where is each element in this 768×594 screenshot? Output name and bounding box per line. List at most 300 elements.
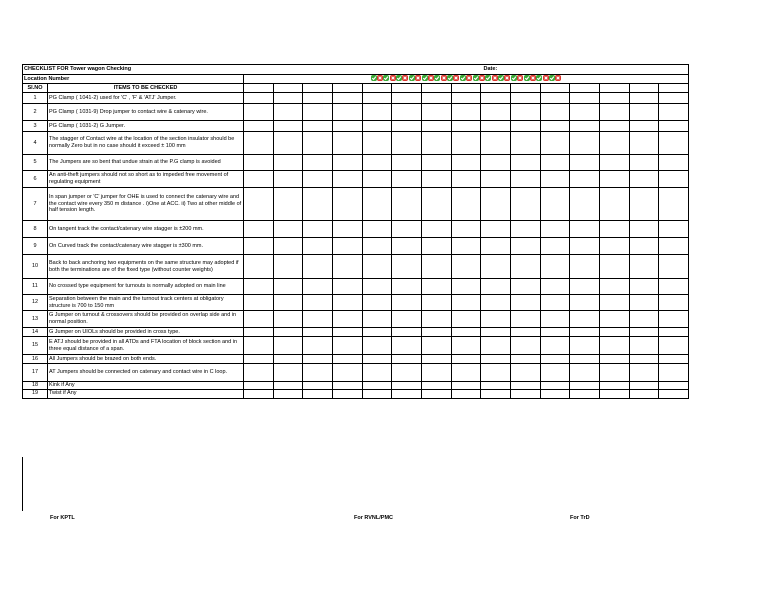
check-cell[interactable] — [273, 104, 303, 121]
check-cell[interactable] — [481, 295, 511, 311]
check-cell[interactable] — [540, 93, 570, 104]
check-cell[interactable] — [451, 337, 481, 355]
check-cell[interactable] — [540, 382, 570, 390]
check-cell[interactable] — [659, 171, 689, 188]
check-cell[interactable] — [451, 328, 481, 337]
check-cell[interactable] — [303, 155, 333, 171]
check-cell[interactable] — [273, 295, 303, 311]
check-cell[interactable] — [273, 188, 303, 221]
check-cell[interactable] — [481, 155, 511, 171]
check-cell[interactable] — [540, 364, 570, 382]
check-cell[interactable] — [629, 132, 659, 155]
check-cell[interactable] — [659, 255, 689, 279]
check-cell[interactable] — [303, 238, 333, 255]
check-cell[interactable] — [659, 364, 689, 382]
check-cell[interactable] — [481, 355, 511, 364]
check-cell[interactable] — [599, 311, 629, 328]
check-cell[interactable] — [244, 389, 274, 398]
check-cell[interactable] — [421, 121, 451, 132]
check-cell[interactable] — [481, 238, 511, 255]
check-cell[interactable] — [244, 364, 274, 382]
check-cell[interactable] — [570, 255, 600, 279]
check-cell[interactable] — [481, 279, 511, 295]
check-cell[interactable] — [362, 171, 392, 188]
check-cell[interactable] — [570, 84, 600, 93]
check-cell[interactable] — [510, 279, 540, 295]
check-cell[interactable] — [303, 279, 333, 295]
check-cell[interactable] — [362, 295, 392, 311]
check-cell[interactable] — [599, 132, 629, 155]
check-cell[interactable] — [362, 328, 392, 337]
check-cell[interactable] — [273, 93, 303, 104]
check-cell[interactable] — [421, 382, 451, 390]
check-cell[interactable] — [599, 337, 629, 355]
check-cell[interactable] — [332, 121, 362, 132]
check-cell[interactable] — [332, 171, 362, 188]
check-cell[interactable] — [244, 382, 274, 390]
check-cell[interactable] — [510, 188, 540, 221]
check-cell[interactable] — [421, 104, 451, 121]
check-cell[interactable] — [332, 295, 362, 311]
check-cell[interactable] — [244, 337, 274, 355]
check-cell[interactable] — [570, 188, 600, 221]
check-cell[interactable] — [362, 155, 392, 171]
check-cell[interactable] — [362, 255, 392, 279]
check-cell[interactable] — [510, 155, 540, 171]
check-cell[interactable] — [629, 104, 659, 121]
check-cell[interactable] — [481, 171, 511, 188]
check-cell[interactable] — [510, 389, 540, 398]
check-cell[interactable] — [629, 389, 659, 398]
check-cell[interactable] — [392, 364, 422, 382]
check-cell[interactable] — [570, 93, 600, 104]
check-cell[interactable] — [303, 364, 333, 382]
check-cell[interactable] — [659, 221, 689, 238]
check-cell[interactable] — [451, 279, 481, 295]
check-cell[interactable] — [540, 279, 570, 295]
check-cell[interactable] — [599, 155, 629, 171]
check-cell[interactable] — [510, 311, 540, 328]
check-cell[interactable] — [629, 188, 659, 221]
check-cell[interactable] — [629, 221, 659, 238]
check-cell[interactable] — [540, 155, 570, 171]
check-cell[interactable] — [540, 84, 570, 93]
check-cell[interactable] — [273, 279, 303, 295]
check-cell[interactable] — [599, 84, 629, 93]
check-cell[interactable] — [303, 328, 333, 337]
check-cell[interactable] — [629, 255, 659, 279]
check-cell[interactable] — [362, 84, 392, 93]
check-cell[interactable] — [392, 221, 422, 238]
check-cell[interactable] — [659, 84, 689, 93]
check-cell[interactable] — [273, 382, 303, 390]
check-cell[interactable] — [421, 84, 451, 93]
check-cell[interactable] — [570, 311, 600, 328]
check-cell[interactable] — [392, 238, 422, 255]
check-cell[interactable] — [392, 93, 422, 104]
check-cell[interactable] — [332, 221, 362, 238]
check-cell[interactable] — [392, 132, 422, 155]
check-cell[interactable] — [510, 121, 540, 132]
check-cell[interactable] — [392, 255, 422, 279]
check-cell[interactable] — [629, 328, 659, 337]
check-cell[interactable] — [244, 238, 274, 255]
check-cell[interactable] — [421, 155, 451, 171]
check-cell[interactable] — [362, 121, 392, 132]
check-cell[interactable] — [332, 188, 362, 221]
check-cell[interactable] — [273, 355, 303, 364]
check-cell[interactable] — [421, 93, 451, 104]
check-cell[interactable] — [421, 355, 451, 364]
check-cell[interactable] — [362, 311, 392, 328]
check-cell[interactable] — [303, 389, 333, 398]
check-cell[interactable] — [362, 382, 392, 390]
check-cell[interactable] — [510, 328, 540, 337]
check-cell[interactable] — [540, 132, 570, 155]
check-cell[interactable] — [392, 121, 422, 132]
check-cell[interactable] — [392, 311, 422, 328]
check-cell[interactable] — [629, 238, 659, 255]
check-cell[interactable] — [510, 364, 540, 382]
check-cell[interactable] — [540, 188, 570, 221]
check-cell[interactable] — [273, 389, 303, 398]
check-cell[interactable] — [421, 238, 451, 255]
check-cell[interactable] — [629, 382, 659, 390]
check-cell[interactable] — [451, 104, 481, 121]
check-cell[interactable] — [244, 255, 274, 279]
check-cell[interactable] — [273, 337, 303, 355]
check-cell[interactable] — [303, 255, 333, 279]
check-cell[interactable] — [421, 279, 451, 295]
check-cell[interactable] — [481, 389, 511, 398]
check-cell[interactable] — [362, 132, 392, 155]
check-cell[interactable] — [659, 337, 689, 355]
check-cell[interactable] — [540, 238, 570, 255]
check-cell[interactable] — [303, 355, 333, 364]
check-cell[interactable] — [273, 238, 303, 255]
check-cell[interactable] — [659, 155, 689, 171]
check-cell[interactable] — [599, 238, 629, 255]
check-cell[interactable] — [570, 295, 600, 311]
check-cell[interactable] — [421, 389, 451, 398]
check-cell[interactable] — [362, 221, 392, 238]
check-cell[interactable] — [362, 93, 392, 104]
check-cell[interactable] — [629, 364, 659, 382]
check-cell[interactable] — [510, 104, 540, 121]
check-cell[interactable] — [659, 389, 689, 398]
check-cell[interactable] — [451, 132, 481, 155]
check-cell[interactable] — [659, 104, 689, 121]
check-cell[interactable] — [451, 311, 481, 328]
check-cell[interactable] — [362, 364, 392, 382]
check-cell[interactable] — [659, 355, 689, 364]
check-cell[interactable] — [570, 279, 600, 295]
check-cell[interactable] — [481, 337, 511, 355]
check-cell[interactable] — [599, 364, 629, 382]
check-cell[interactable] — [244, 328, 274, 337]
check-cell[interactable] — [244, 188, 274, 221]
check-cell[interactable] — [303, 84, 333, 93]
check-cell[interactable] — [570, 328, 600, 337]
check-cell[interactable] — [303, 121, 333, 132]
check-cell[interactable] — [629, 121, 659, 132]
check-cell[interactable] — [629, 171, 659, 188]
check-cell[interactable] — [332, 328, 362, 337]
check-cell[interactable] — [451, 382, 481, 390]
check-cell[interactable] — [510, 132, 540, 155]
check-cell[interactable] — [629, 93, 659, 104]
check-cell[interactable] — [481, 188, 511, 221]
check-cell[interactable] — [570, 221, 600, 238]
check-cell[interactable] — [451, 221, 481, 238]
check-cell[interactable] — [659, 93, 689, 104]
check-cell[interactable] — [332, 355, 362, 364]
check-cell[interactable] — [599, 104, 629, 121]
check-cell[interactable] — [332, 255, 362, 279]
check-cell[interactable] — [570, 382, 600, 390]
check-cell[interactable] — [273, 84, 303, 93]
check-cell[interactable] — [629, 355, 659, 364]
check-cell[interactable] — [244, 295, 274, 311]
check-cell[interactable] — [332, 382, 362, 390]
check-cell[interactable] — [570, 389, 600, 398]
check-cell[interactable] — [273, 311, 303, 328]
check-cell[interactable] — [392, 279, 422, 295]
check-cell[interactable] — [392, 389, 422, 398]
check-cell[interactable] — [629, 311, 659, 328]
check-cell[interactable] — [510, 84, 540, 93]
check-cell[interactable] — [481, 328, 511, 337]
check-cell[interactable] — [362, 188, 392, 221]
check-cell[interactable] — [362, 355, 392, 364]
check-cell[interactable] — [273, 132, 303, 155]
check-cell[interactable] — [421, 337, 451, 355]
check-cell[interactable] — [392, 295, 422, 311]
check-cell[interactable] — [273, 364, 303, 382]
check-cell[interactable] — [421, 188, 451, 221]
check-cell[interactable] — [332, 104, 362, 121]
check-cell[interactable] — [540, 389, 570, 398]
check-cell[interactable] — [332, 155, 362, 171]
check-cell[interactable] — [451, 121, 481, 132]
check-cell[interactable] — [362, 238, 392, 255]
check-cell[interactable] — [303, 171, 333, 188]
check-cell[interactable] — [244, 279, 274, 295]
check-cell[interactable] — [599, 188, 629, 221]
check-cell[interactable] — [510, 337, 540, 355]
check-cell[interactable] — [481, 84, 511, 93]
check-cell[interactable] — [540, 171, 570, 188]
check-cell[interactable] — [332, 238, 362, 255]
check-cell[interactable] — [481, 104, 511, 121]
check-cell[interactable] — [510, 295, 540, 311]
check-cell[interactable] — [332, 311, 362, 328]
check-cell[interactable] — [599, 93, 629, 104]
check-cell[interactable] — [362, 104, 392, 121]
check-cell[interactable] — [303, 337, 333, 355]
check-cell[interactable] — [629, 155, 659, 171]
check-cell[interactable] — [303, 295, 333, 311]
check-cell[interactable] — [451, 238, 481, 255]
check-cell[interactable] — [451, 355, 481, 364]
check-cell[interactable] — [244, 132, 274, 155]
check-cell[interactable] — [570, 337, 600, 355]
check-cell[interactable] — [599, 279, 629, 295]
check-cell[interactable] — [659, 238, 689, 255]
check-cell[interactable] — [481, 221, 511, 238]
check-cell[interactable] — [273, 155, 303, 171]
check-cell[interactable] — [244, 355, 274, 364]
check-cell[interactable] — [570, 121, 600, 132]
check-cell[interactable] — [451, 171, 481, 188]
check-cell[interactable] — [659, 295, 689, 311]
check-cell[interactable] — [570, 132, 600, 155]
check-cell[interactable] — [451, 295, 481, 311]
check-cell[interactable] — [629, 279, 659, 295]
check-cell[interactable] — [451, 188, 481, 221]
check-cell[interactable] — [481, 382, 511, 390]
check-cell[interactable] — [540, 355, 570, 364]
check-cell[interactable] — [332, 279, 362, 295]
check-cell[interactable] — [421, 255, 451, 279]
check-cell[interactable] — [599, 255, 629, 279]
check-cell[interactable] — [510, 171, 540, 188]
check-cell[interactable] — [303, 132, 333, 155]
check-cell[interactable] — [392, 382, 422, 390]
check-cell[interactable] — [273, 221, 303, 238]
check-cell[interactable] — [629, 295, 659, 311]
check-cell[interactable] — [244, 93, 274, 104]
check-cell[interactable] — [659, 328, 689, 337]
check-cell[interactable] — [599, 382, 629, 390]
check-cell[interactable] — [303, 188, 333, 221]
check-cell[interactable] — [599, 295, 629, 311]
check-cell[interactable] — [570, 104, 600, 121]
check-cell[interactable] — [599, 328, 629, 337]
check-cell[interactable] — [451, 364, 481, 382]
check-cell[interactable] — [303, 382, 333, 390]
check-cell[interactable] — [570, 355, 600, 364]
check-cell[interactable] — [332, 132, 362, 155]
check-cell[interactable] — [362, 389, 392, 398]
check-cell[interactable] — [421, 171, 451, 188]
check-cell[interactable] — [451, 389, 481, 398]
check-cell[interactable] — [540, 311, 570, 328]
check-cell[interactable] — [421, 295, 451, 311]
check-cell[interactable] — [451, 84, 481, 93]
check-cell[interactable] — [570, 364, 600, 382]
check-cell[interactable] — [570, 155, 600, 171]
check-cell[interactable] — [510, 382, 540, 390]
check-cell[interactable] — [244, 171, 274, 188]
check-cell[interactable] — [392, 84, 422, 93]
check-cell[interactable] — [540, 121, 570, 132]
check-cell[interactable] — [273, 255, 303, 279]
check-cell[interactable] — [481, 132, 511, 155]
check-cell[interactable] — [599, 221, 629, 238]
check-cell[interactable] — [481, 121, 511, 132]
check-cell[interactable] — [510, 255, 540, 279]
check-cell[interactable] — [244, 155, 274, 171]
check-cell[interactable] — [332, 389, 362, 398]
check-cell[interactable] — [659, 132, 689, 155]
check-cell[interactable] — [273, 328, 303, 337]
check-cell[interactable] — [392, 328, 422, 337]
check-cell[interactable] — [540, 295, 570, 311]
check-cell[interactable] — [510, 238, 540, 255]
check-cell[interactable] — [392, 188, 422, 221]
check-cell[interactable] — [421, 364, 451, 382]
check-cell[interactable] — [421, 132, 451, 155]
check-cell[interactable] — [510, 355, 540, 364]
check-cell[interactable] — [392, 104, 422, 121]
check-cell[interactable] — [244, 104, 274, 121]
check-cell[interactable] — [599, 355, 629, 364]
check-cell[interactable] — [629, 337, 659, 355]
check-cell[interactable] — [510, 93, 540, 104]
check-cell[interactable] — [451, 155, 481, 171]
check-cell[interactable] — [540, 328, 570, 337]
check-cell[interactable] — [332, 93, 362, 104]
check-cell[interactable] — [451, 93, 481, 104]
check-cell[interactable] — [481, 93, 511, 104]
check-cell[interactable] — [481, 255, 511, 279]
check-cell[interactable] — [599, 121, 629, 132]
check-cell[interactable] — [332, 84, 362, 93]
check-cell[interactable] — [570, 238, 600, 255]
check-cell[interactable] — [332, 337, 362, 355]
check-cell[interactable] — [303, 221, 333, 238]
check-cell[interactable] — [392, 355, 422, 364]
check-cell[interactable] — [510, 221, 540, 238]
check-cell[interactable] — [392, 171, 422, 188]
check-cell[interactable] — [659, 311, 689, 328]
check-cell[interactable] — [273, 121, 303, 132]
check-cell[interactable] — [659, 279, 689, 295]
check-cell[interactable] — [451, 255, 481, 279]
check-cell[interactable] — [392, 155, 422, 171]
check-cell[interactable] — [599, 389, 629, 398]
check-cell[interactable] — [244, 311, 274, 328]
check-cell[interactable] — [599, 171, 629, 188]
check-cell[interactable] — [481, 311, 511, 328]
check-cell[interactable] — [421, 328, 451, 337]
check-cell[interactable] — [629, 84, 659, 93]
check-cell[interactable] — [362, 279, 392, 295]
check-cell[interactable] — [273, 171, 303, 188]
check-cell[interactable] — [244, 121, 274, 132]
check-cell[interactable] — [659, 188, 689, 221]
check-cell[interactable] — [421, 221, 451, 238]
check-cell[interactable] — [659, 121, 689, 132]
check-cell[interactable] — [421, 311, 451, 328]
check-cell[interactable] — [540, 337, 570, 355]
check-cell[interactable] — [540, 221, 570, 238]
check-cell[interactable] — [540, 255, 570, 279]
check-cell[interactable] — [244, 221, 274, 238]
check-cell[interactable] — [303, 104, 333, 121]
check-cell[interactable] — [332, 364, 362, 382]
check-cell[interactable] — [303, 311, 333, 328]
check-cell[interactable] — [481, 364, 511, 382]
check-cell[interactable] — [244, 84, 274, 93]
check-cell[interactable] — [540, 104, 570, 121]
check-cell[interactable] — [570, 171, 600, 188]
check-cell[interactable] — [362, 337, 392, 355]
check-cell[interactable] — [659, 382, 689, 390]
check-cell[interactable] — [303, 93, 333, 104]
check-cell[interactable] — [392, 337, 422, 355]
